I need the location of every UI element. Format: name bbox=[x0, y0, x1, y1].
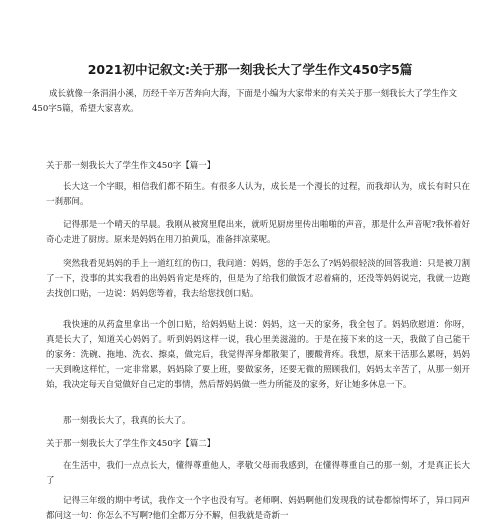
paragraph: 突然我看见妈妈的手上一道红红的伤口，我问道：妈妈，您的手怎么了?妈妈很轻淡的回答我道：只是被刀割了一下，没事的其实我看的出妈妈肯定是疼的，但是为了给我们做饭才忍着痛的，还没等妈妈说完，我就一边跑去找创口贴，一边说：妈妈您等着，我去给您找创口贴。 bbox=[46, 259, 470, 299]
section-heading-1: 关于那一刻我长大了学生作文450字【篇一】 bbox=[46, 161, 216, 171]
paragraph: 记得三年级的期中考试，我作文一个字也没有写。老师啊、妈妈啊他们发现我的试卷都惊愕坏了，异口同声都问这一句：你怎么不写啊?他们全都万分不解，但我就是奇新一 bbox=[46, 496, 470, 521]
paragraph: 那一刻我长大了，我真的长大了。 bbox=[63, 416, 191, 426]
paragraph: 我快速的从药盒里拿出一个创口贴，给妈妈贴上说：妈妈，这一天的家务，我全包了。妈妈欣慰道：你呀，真是长大了，知道关心妈妈了。听到妈妈这样一说，我心里美滋滋的。于是在接下来的这一天，我做了自己能干的家务：洗碗、拖地、洗衣、擦桌，做完后，我觉得浑身都散架了，腰酸背疼。我想，原来干活那么累呀，妈妈一天到晚这样忙，一定非常累，妈妈除了要上班，要做家务，还要无微的照顾我们，妈妈太辛苦了，从那一刻开始，我决定每天自觉做好自己定的事情，然后帮妈妈做一些力所能及的家务，好让她多休息一下。 bbox=[46, 320, 470, 390]
paragraph: 长大这一个字眼，相信我们都不陌生。有很多人认为，成长是一个漫长的过程，而我却认为，成长有时只在一刹那间。 bbox=[46, 182, 470, 207]
section-heading-2: 关于那一刻我长大了学生作文450字【篇二】 bbox=[46, 439, 216, 449]
paragraph: 记得那是一个晴天的早晨。我刚从被窝里爬出来，就听见厨房里传出啪啪的声音，那是什么声音呢?我怀着好奇心走进了厨房。原来是妈妈在用刀拍黄瓜，准备拌凉菜呢。 bbox=[46, 220, 470, 245]
page-title: 2021初中记叙文:关于那一刻我长大了学生作文450字5篇 bbox=[87, 62, 413, 77]
paragraph: 在生活中，我们一点点长大，懂得尊重他人，孝敬父母而我感到，在懂得尊重自己的那一刻，才是真正长大了 bbox=[46, 461, 470, 486]
intro-paragraph: 成长就像一条涓涓小溪，历经千辛万苦奔向大海，下面是小编为大家带来的有关关于那一刻我长大了学生作文450字5篇，希望大家喜欢。 bbox=[32, 89, 458, 114]
